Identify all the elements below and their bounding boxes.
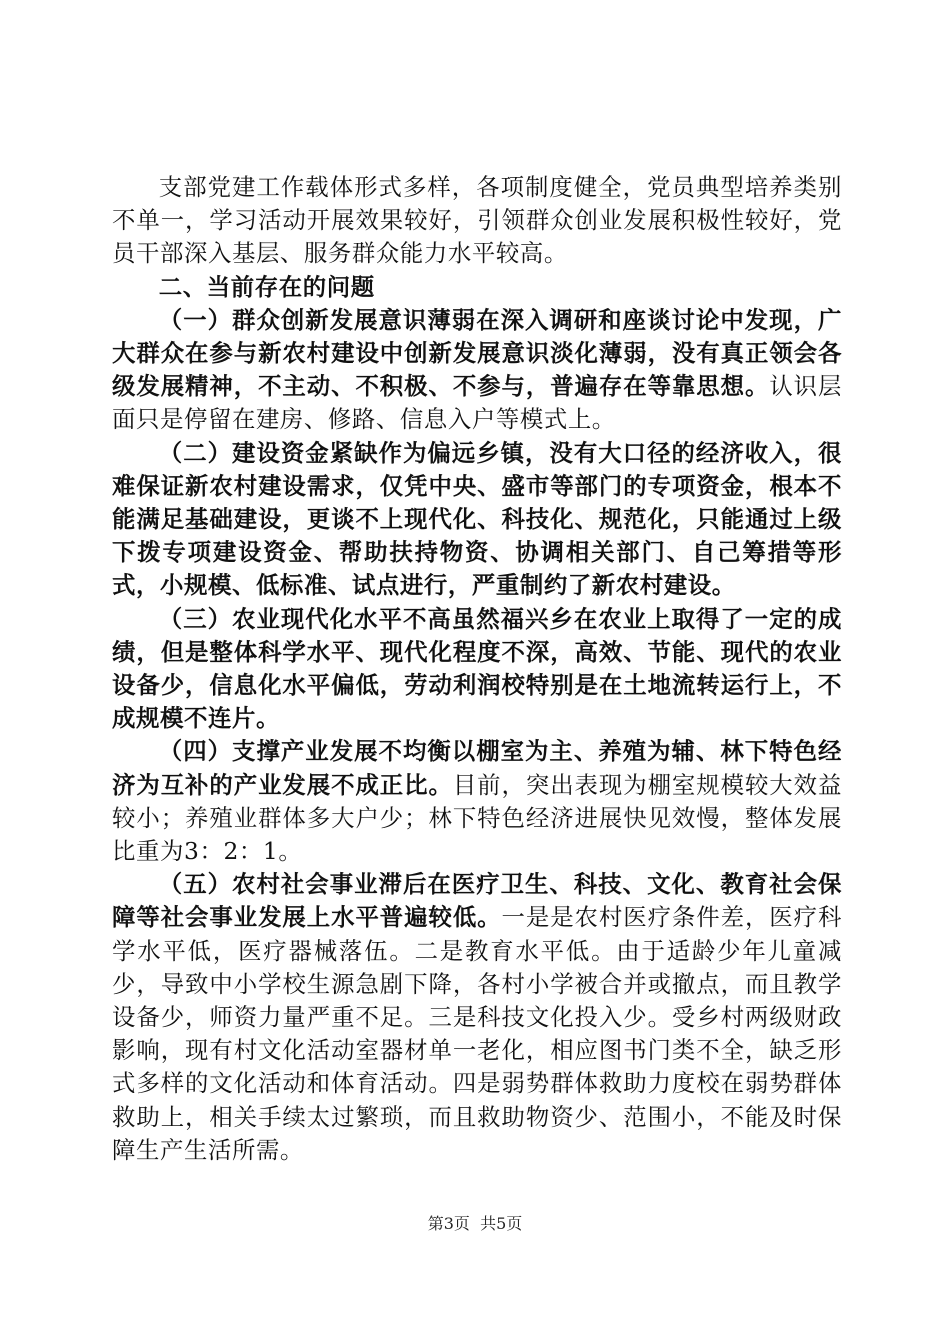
intro-paragraph: [112, 171, 842, 271]
problem-item-5: [112, 868, 842, 1167]
problem-item-4-rest: 目前，突出表现为棚室规模较大效益较小；养殖业群体多大户少；林下特色经济进展快见效慢，整体发展比重为3：2：1。: [112, 770, 842, 866]
problem-item-3: [112, 603, 842, 736]
problem-item-4-lead: （四）支撑产业发展不均衡以棚室为主、养殖为辅、林下特色经济为互补的产业发展不成正比。: [112, 737, 842, 799]
page-number: 第3页: [427, 1214, 470, 1233]
document-body: [112, 171, 842, 1167]
problem-item-4: [112, 735, 842, 868]
section-heading: 二、当前存在的问题: [158, 272, 375, 301]
problem-item-5-rest: 一是是农村医疗条件差，医疗科学水平低，医疗器械落伍。二是教育水平低。由于适龄少年儿童减少，导致中小学校生源急剧下降，各村小学被合并或撤点，而且教学设备少，师资力量严重不足。三是科技文化投入少。受乡村两级财政影响，现有村文化活动室器材单一老化，相应图书门类不全，缺乏形式多样的文化活动和体育活动。四是弱势群体救助力度校在弱势群体救助上，相关手续太过繁琐，而且救助物资少、范围小，不能及时保障生产生活所需。: [112, 903, 842, 1164]
problem-item-3-lead: （三）农业现代化水平不高虽然福兴乡在农业上取得了一定的成绩，但是整体科学水平、现代化程度不深，高效、节能、现代的农业设备少，信息化水平偏低，劳动利润校特别是在土地流转运行上，不成规模不连片。: [112, 604, 842, 733]
problem-item-5-lead: （五）农村社会事业滞后在医疗卫生、科技、文化、教育社会保障等社会事业发展上水平普遍较低。: [112, 870, 842, 932]
page-total: 共5页: [480, 1214, 523, 1233]
problem-item-2: [112, 437, 842, 603]
page-footer: [0, 1213, 950, 1235]
problem-item-1: [112, 304, 842, 437]
problem-item-2-lead: （二）建设资金紧缺作为偏远乡镇，没有大口径的经济收入，很难保证新农村建设需求，仅凭中央、盛市等部门的专项资金，根本不能满足基础建设，更谈不上现代化、科技化、规范化，只能通过上级下拨专项建设资金、帮助扶持物资、协调相关部门、自己筹措等形式，小规模、低标准、试点进行，严重制约了新农村建设。: [112, 438, 842, 600]
intro-paragraph-text: 支部党建工作载体形式多样，各项制度健全，党员典型培养类别不单一，学习活动开展效果较好，引领群众创业发展积极性较好，党员干部深入基层、服务群众能力水平较高。: [112, 173, 842, 268]
problem-item-1-lead: （一）群众创新发展意识薄弱在深入调研和座谈讨论中发现，广大群众在参与新农村建设中创新发展意识淡化薄弱，没有真正领会各级发展精神，不主动、不积极、不参与，普遍存在等靠思想。: [112, 305, 842, 401]
problem-item-1-rest: 认识层面只是停留在建房、修路、信息入户等模式上。: [112, 372, 842, 434]
